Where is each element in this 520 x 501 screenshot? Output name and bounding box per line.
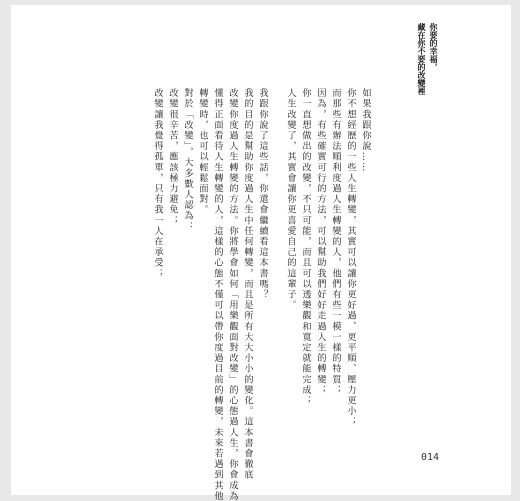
text-column: 改變很辛苦，應該極力避免； xyxy=(167,88,178,226)
paragraph-gap xyxy=(271,88,281,320)
text-column: 我的目的是幫助你度過人生中任何轉變，而且是所有大大小小的變化。這本書會徹底 xyxy=(242,88,253,481)
running-head xyxy=(284,23,439,95)
text-column: 我跟你說了這些話，你還會繼續看這本書嗎？ xyxy=(257,88,268,300)
text-column: 轉變時，也可以輕鬆面對。 xyxy=(197,88,208,216)
running-head-line-1: 你要的幸福， xyxy=(429,23,439,71)
running-head-line-2: 藏在你不要的改變裡 xyxy=(417,23,427,95)
book-page xyxy=(11,5,511,501)
vertical-body-text xyxy=(151,88,371,501)
text-column: 懂得正面看待人生轉變的人，這樣的心態不僅可以帶你度過目前的轉變，未來若遇到其他 xyxy=(212,88,223,501)
page-number: 014 xyxy=(420,452,439,463)
text-column: 人生改變了，其實會讓你更喜愛自己的這輩子。 xyxy=(285,88,296,311)
text-column: 改變你度過人生轉變的方法。你將學會如何「用樂觀面對改變」的心態過人生，你會成為 xyxy=(227,88,238,501)
text-column: 如果我跟你說…… xyxy=(360,88,371,173)
text-column: 對於「改變」，大多數人認為： xyxy=(182,88,193,232)
text-column: 而那些有辦法順利度過人生轉變的人，他們有些一模一樣的特質； xyxy=(330,88,341,396)
text-column: 你一直想做出的改變，不只可能，而且可以透樂觀和寬定就能完成； xyxy=(300,88,311,406)
text-column: 你不想經歷的一些人生轉變，其實可以讓你更好過、更平順、壓力更小； xyxy=(345,88,356,428)
text-column: 改變讓我覺得孤單，只有我一人在承受； xyxy=(152,88,163,279)
text-column: 因為，有些確實可行的方法，可以幫助我們好好走過人生的轉變； xyxy=(315,88,326,396)
